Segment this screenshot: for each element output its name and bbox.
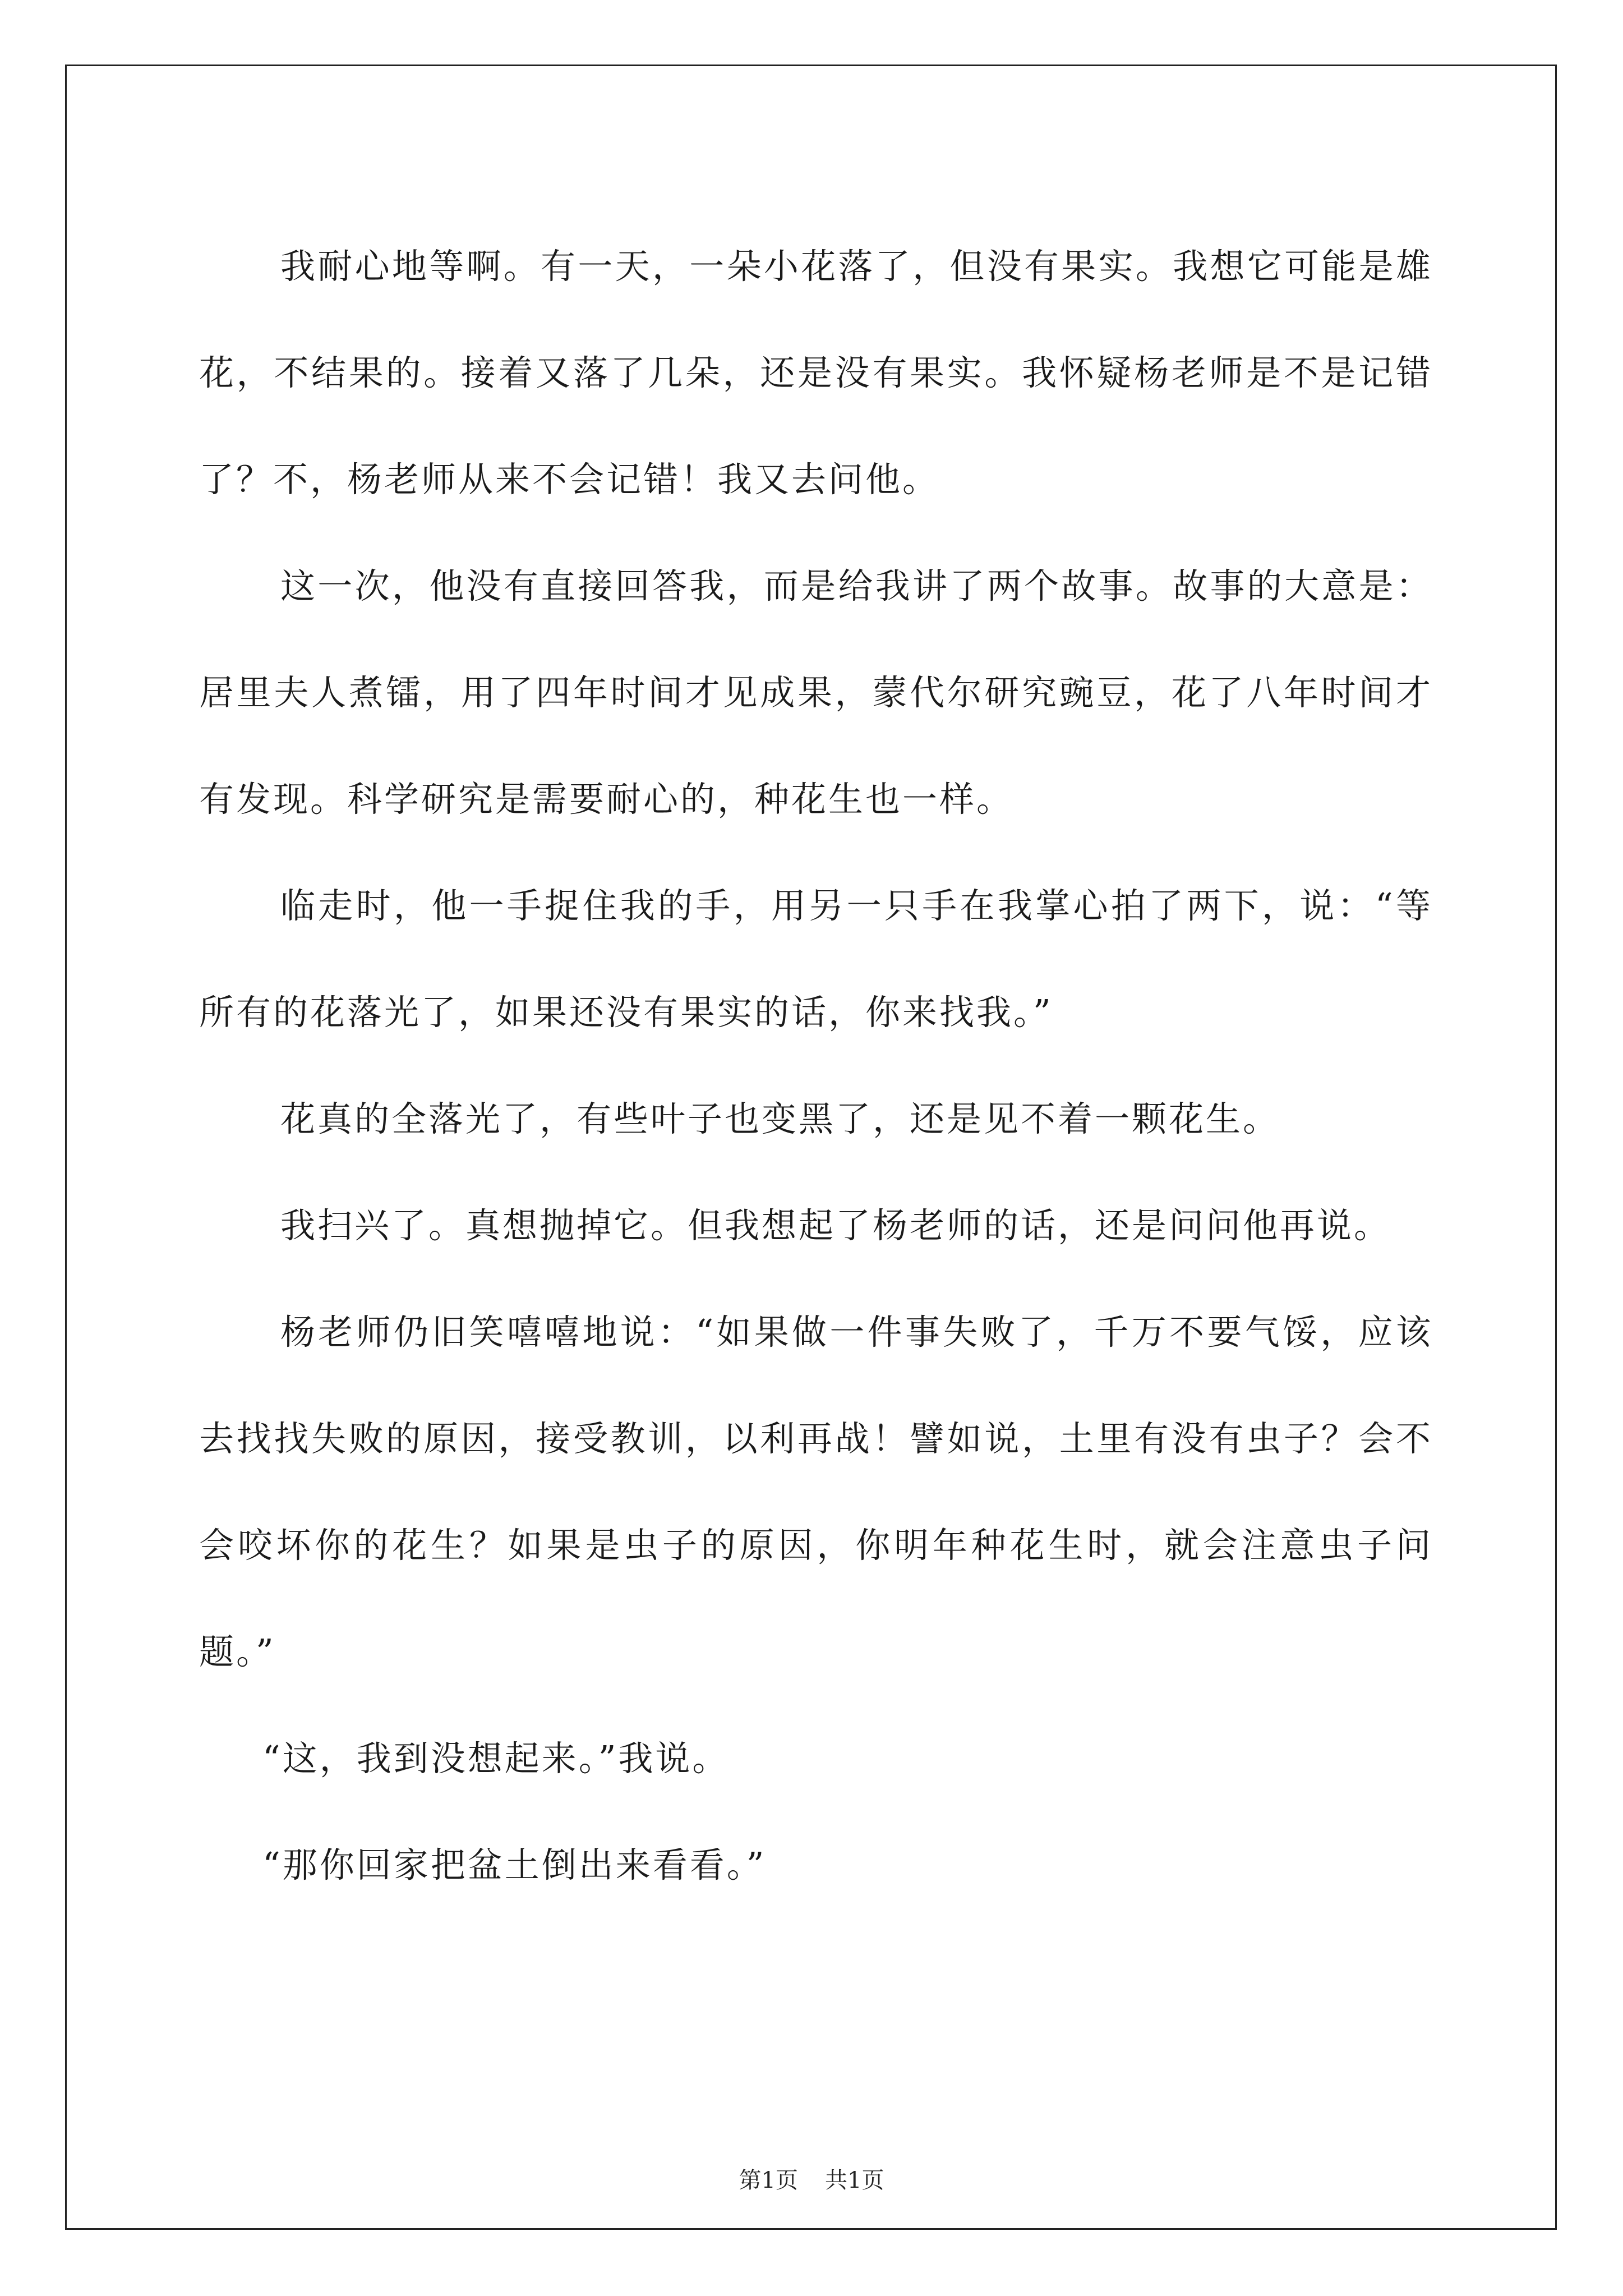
paragraph-5: 我扫兴了。真想抛掉它。但我想起了杨老师的话，还是问问他再说。: [280, 1205, 1391, 1246]
paragraph-7: “这，我到没想起来。”我说。: [262, 1738, 730, 1779]
paragraph-6: 杨老师仍旧笑嘻嘻地说：“如果做一件事失败了，千万不要气馁，应该去找找失败的原因，接受教训，以利再战！譬如说，土里有没有虫子？会不会咬坏你的花生？如果是虫子的原因，你明年种花生时，就会注意虫子问题。”: [199, 1312, 1433, 1672]
page-footer: [0, 2162, 1623, 2194]
page-number-current: 第1页: [739, 2168, 798, 2193]
document-body: [199, 213, 1433, 1918]
page-number-total: 共1页: [825, 2168, 884, 2193]
paragraph-2: 这一次，他没有直接回答我，而是给我讲了两个故事。故事的大意是：居里夫人煮镭，用了四年时间才见成果，蒙代尔研究豌豆，花了八年时间才有发现。科学研究是需要耐心的，种花生也一样。: [199, 565, 1433, 820]
paragraph-4: 花真的全落光了，有些叶子也变黑了，还是见不着一颗花生。: [280, 1098, 1280, 1139]
paragraph-8: “那你回家把盆土倒出来看看。”: [262, 1844, 767, 1885]
paragraph-3: 临走时，他一手捉住我的手，用另一只手在我掌心拍了两下，说：“等所有的花落光了，如果还没有果实的话，你来找我。”: [199, 885, 1433, 1033]
paragraph-1: 我耐心地等啊。有一天，一朵小花落了，但没有果实。我想它可能是雄花，不结果的。接着又落了几朵，还是没有果实。我怀疑杨老师是不是记错了？不，杨老师从来不会记错！我又去问他。: [199, 246, 1433, 500]
